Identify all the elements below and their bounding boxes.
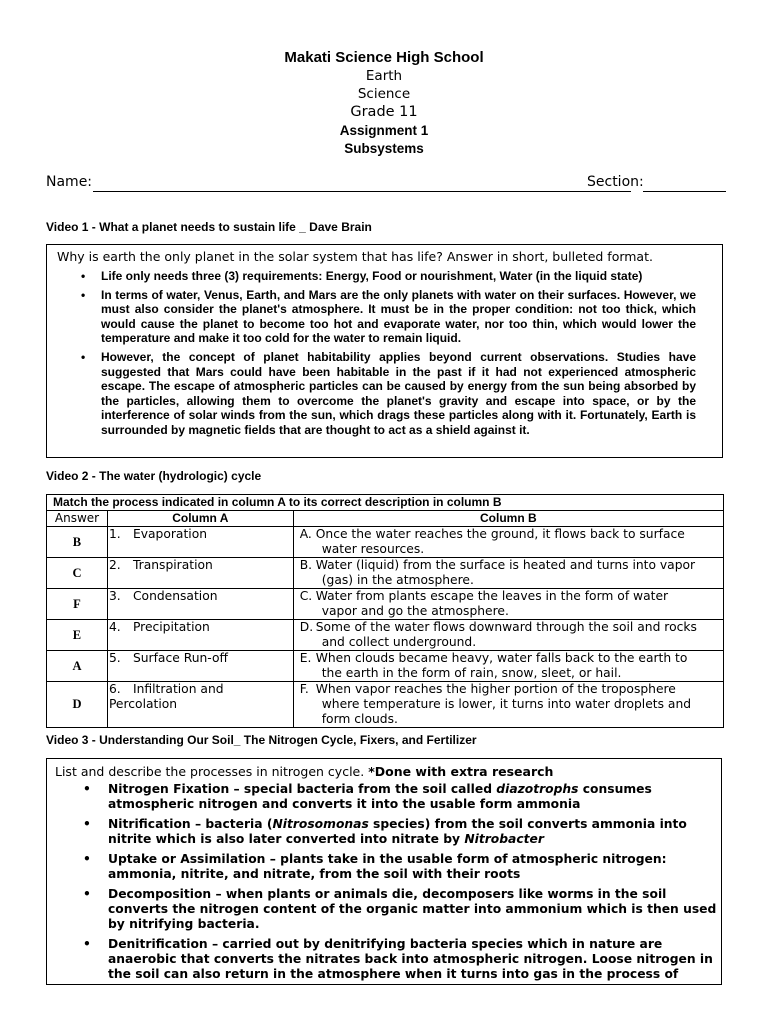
student-info-row	[46, 174, 726, 194]
video3-answer-box	[46, 758, 722, 985]
grade-level: Grade 11	[350, 104, 418, 120]
bullet-icon: •	[83, 782, 91, 796]
video2-title: Video 2 - The water (hydrologic) cycle	[46, 469, 262, 483]
table-row	[47, 682, 724, 728]
table-row	[47, 558, 724, 589]
bullet-icon: •	[83, 852, 91, 866]
list-item: • Decomposition – when plants or animals die, decomposers like worms in the soil converts the nitrogen content of the organic matter into ammonium which is then used by nitrifying bacteria.	[83, 887, 717, 931]
process-cell: 2. Transpiration	[107, 558, 293, 589]
description-cell: C. Water from plants escape the leaves in the form of water vapor and go the atmosphere.	[293, 589, 723, 620]
process-cell: 4. Precipitation	[107, 620, 293, 651]
table-row	[47, 620, 724, 651]
header-column-a: Column A	[107, 511, 293, 527]
description-cell: E. When clouds became heavy, water falls back to the earth to the earth in the form of rain, snow, sleet, or hail.	[293, 651, 723, 682]
description-cell: F. When vapor reaches the higher portion of the troposphere where temperature is lower, it turns into water droplets and form clouds.	[293, 682, 723, 728]
list-item: • Nitrogen Fixation – special bacteria from the soil called diazotrophs consumes atmospheric nitrogen and converts it into the usable form ammonia	[83, 782, 652, 811]
matching-table	[46, 494, 724, 728]
process-cell: 1. Evaporation	[107, 527, 293, 558]
bullet-icon: •	[83, 887, 91, 901]
list-item: • Life only needs three (3) requirements: Energy, Food or nourishment, Water (in the liquid state)	[81, 269, 643, 283]
process-cell: 3. Condensation	[107, 589, 293, 620]
video3-question: List and describe the processes in nitrogen cycle. *Done with extra research	[55, 764, 554, 779]
bullet-icon: •	[81, 269, 86, 283]
list-item: • Nitrification – bacteria (Nitrosomonas species) from the soil converts ammonia into nitrite which is also later converted into nitrate by Nitrobacter	[83, 817, 687, 846]
section-field[interactable]	[643, 191, 726, 192]
list-item: • Denitrification – carried out by denitrifying bacteria species which in nature are anaerobic that converts the nitrates back into atmospheric nitrogen. Loose nitrogen in the soil can also return in the atmosphere when it turns into gas in the process of	[83, 937, 713, 981]
video1-title: Video 1 - What a planet needs to sustain life _ Dave Brain	[46, 220, 372, 234]
video1-answer-list	[81, 269, 696, 438]
description-cell: A. Once the water reaches the ground, it flows back to surface water resources.	[293, 527, 723, 558]
answer-cell[interactable]: E	[47, 620, 108, 651]
header-column-b: Column B	[293, 511, 723, 527]
header-answer: Answer	[47, 511, 108, 527]
description-cell: D. Some of the water flows downward through the soil and rocks and collect underground.	[293, 620, 723, 651]
assignment-topic: Subsystems	[344, 141, 424, 156]
list-item: • In terms of water, Venus, Earth, and Mars are the only planets with water on their surfaces. However, we must also consider the planet's atmosphere. It must be in the proper condition: not too thick, which would cause the planet to become too hot and evaporate water, nor too thin, which would lower the temperature and make it too cold for the water to remain liquid.	[81, 287, 696, 346]
answer-cell[interactable]: C	[47, 558, 108, 589]
table-row	[47, 527, 724, 558]
video3-title: Video 3 - Understanding Our Soil_ The Nitrogen Cycle, Fixers, and Fertilizer	[46, 733, 477, 747]
bullet-icon: •	[83, 817, 91, 831]
table-instruction: Match the process indicated in column A to its correct description in column B	[47, 495, 724, 511]
table-header-row	[47, 511, 724, 527]
table-title-row	[47, 495, 724, 511]
video1-answer-box	[46, 244, 723, 458]
list-item: • However, the concept of planet habitability applies beyond current observations. Studies have suggested that Mars could have been habitable in the past if it had not experienced atmospheric escape. The escape of atmospheric particles can be caused by energy from the sun being absorbed by the particles, allowing them to overcome the planet's gravity and escape into space, or by the interference of solar winds from the sun, which drags these particles along with it. Fortunately, Earth is surrounded by magnetic fields that are thought to act as a shield against it.	[81, 349, 696, 437]
answer-cell[interactable]: D	[47, 682, 108, 728]
bullet-icon: •	[83, 937, 91, 951]
extra-research-note: *Done with extra research	[368, 764, 554, 779]
school-name: Makati Science High School	[284, 49, 484, 66]
answer-cell[interactable]: B	[47, 527, 108, 558]
process-cell: 6. Infiltration and Percolation	[107, 682, 293, 728]
document-header	[0, 48, 768, 158]
table-row	[47, 651, 724, 682]
subject-line-1: Earth	[365, 68, 403, 84]
answer-cell[interactable]: A	[47, 651, 108, 682]
bullet-icon: •	[81, 349, 86, 364]
list-item: • Uptake or Assimilation – plants take in the usable form of atmospheric nitrogen: ammonia, nitrite, and nitrate, from the soil with their roots	[83, 852, 667, 881]
section-label: Section:	[587, 174, 644, 190]
subject-line-2: Science	[357, 86, 411, 102]
assignment-number: Assignment 1	[339, 123, 429, 138]
nitrogen-process-list	[83, 782, 719, 982]
table-row	[47, 589, 724, 620]
description-cell: B. Water (liquid) from the surface is heated and turns into vapor (gas) in the atmosphere.	[293, 558, 723, 589]
process-cell: 5. Surface Run-off	[107, 651, 293, 682]
name-field[interactable]	[93, 191, 631, 192]
video1-question: Why is earth the only planet in the solar system that has life? Answer in short, bulleted format.	[57, 249, 653, 264]
name-label: Name:	[46, 174, 93, 190]
answer-cell[interactable]: F	[47, 589, 108, 620]
bullet-icon: •	[81, 287, 86, 302]
